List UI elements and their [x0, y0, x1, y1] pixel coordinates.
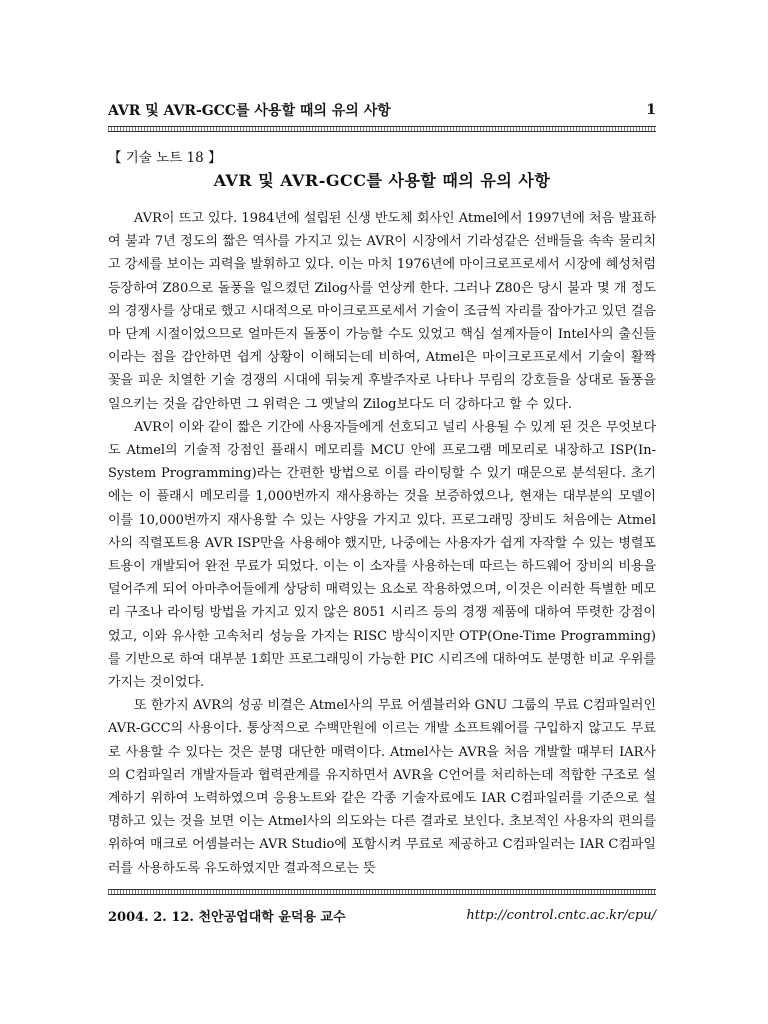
footer-rule: [108, 889, 656, 895]
header-title: AVR 및 AVR-GCC를 사용할 때의 유의 사항: [108, 103, 391, 119]
running-header: [108, 98, 656, 122]
paragraph-2: AVR이 이와 같이 짧은 기간에 사용자들에게 선호되고 널리 사용될 수 있게 된 것은 무엇보다도 Atmel의 기술적 강점인 플래시 메모리를 MCU 안에 프로그램 메모리로 내장하고 ISP(In-System Programming)라는 간편한 방법으로 이를 라이팅할 수 있기 때문으로 분석된다. 초기에는 이 플래시 메모리를 1,000번까지 재사용하는 것을 보증하였으나, 현재는 대부분의 모델이 이를 10,000번까지 재사용할 수 있는 사양을 가지고 있다. 프로그래밍 장비도 처음에는 Atmel사의 직렬포트용 AVR ISP만을 사용해야 했지만, 나중에는 사용자가 쉽게 자작할 수 있는 병렬포트용이 개발되어 완전 무료가 되었다. 이는 이 소자를 사용하는데 따르는 하드웨어 장비의 비용을 덜어주게 되어 아마추어들에게 상당히 매력있는 요소로 작용하였으며, 이것은 이러한 특별한 메모리 구조나 라이팅 방법을 가지고 있지 않은 8051 시리즈 등의 경쟁 제품에 대하여 뚜렷한 강점이었고, 이와 유사한 고속처리 성능을 가지는 RISC 방식이지만 OTP(One-Time Programming)를 기반으로 하여 대부분 1회만 프로그래밍이 가능한 PIC 시리즈에 대하여도 분명한 비교 우위를 가지는 것이었다.: [108, 419, 656, 691]
running-footer: [108, 904, 656, 926]
footer-url: http://control.cntc.ac.kr/cpu/: [466, 907, 656, 923]
paragraph-3: 또 한가지 AVR의 성공 비결은 Atmel사의 무료 어셈블러와 GNU 그룹의 무료 C컴파일러인 AVR-GCC의 사용이다. 통상적으로 수백만원에 이르는 개발 소프트웨어를 구입하지 않고도 무료로 사용할 수 있다는 것은 분명 대단한 매력이다. Atmel사는 AVR을 처음 개발할 때부터 IAR사의 C컴파일러 개발자들과 협력관계를 유지하면서 AVR을 C언어를 처리하는데 적합한 구조로 설계하기 위하여 노력하였으며 응용노트와 같은 각종 기술자료에도 IAR C컴파일러를 기준으로 설명하고 있는 것을 보면 이는 Atmel사의 의도와는 다른 결과로 보인다. 초보적인 사용자의 편의를 위하여 매크로 어셈블러는 AVR Studio에 포함시켜 무료로 제공하고 C컴파일러는 IAR C컴파일러를 사용하도록 유도하였지만 결과적으로는 뜻: [108, 698, 656, 876]
document-title: AVR 및 AVR-GCC를 사용할 때의 유의 사항: [213, 171, 551, 190]
body-text: [108, 207, 656, 880]
paragraph-1: AVR이 뜨고 있다. 1984년에 설립된 신생 반도체 회사인 Atmel에서 1997년에 처음 발표하여 불과 7년 정도의 짧은 역사를 가지고 있는 AVR이 시장에서 기라성같은 선배들을 속속 물리치고 강세를 보이는 괴력을 발휘하고 있다. 이는 마치 1976년에 마이크로프로세서 시장에 혜성처럼 등장하여 Z80으로 돌풍을 일으켰던 Zilog사를 연상케 한다. 그러나 Z80은 당시 불과 몇 개 정도의 경쟁사를 상대로 했고 시대적으로 마이크로프로세서 기술이 조금씩 자리를 잡아가고 있던 걸음마 단계 시절이었으므로 얼마든지 돌풍이 가능할 수도 있었고 핵심 설계자들이 Intel사의 출신들이라는 점을 감안하면 쉽게 상황이 이해되는데 비하여, Atmel은 마이크로프로세서 기술이 활짝 꽃을 피운 치열한 기술 경쟁의 시대에 뒤늦게 후발주자로 나타나 무림의 강호들을 상대로 돌풍을 일으키는 것을 감안하면 그 위력은 그 옛날의 Zilog보다도 더 강하다고 할 수 있다.: [108, 211, 656, 412]
footer-author-date: 2004. 2. 12. 천안공업대학 윤덕용 교수: [108, 909, 346, 925]
tech-note-label: 【 기술 노트 18 】: [108, 150, 222, 166]
page-number: 1: [646, 102, 656, 118]
header-rule: [108, 126, 656, 132]
